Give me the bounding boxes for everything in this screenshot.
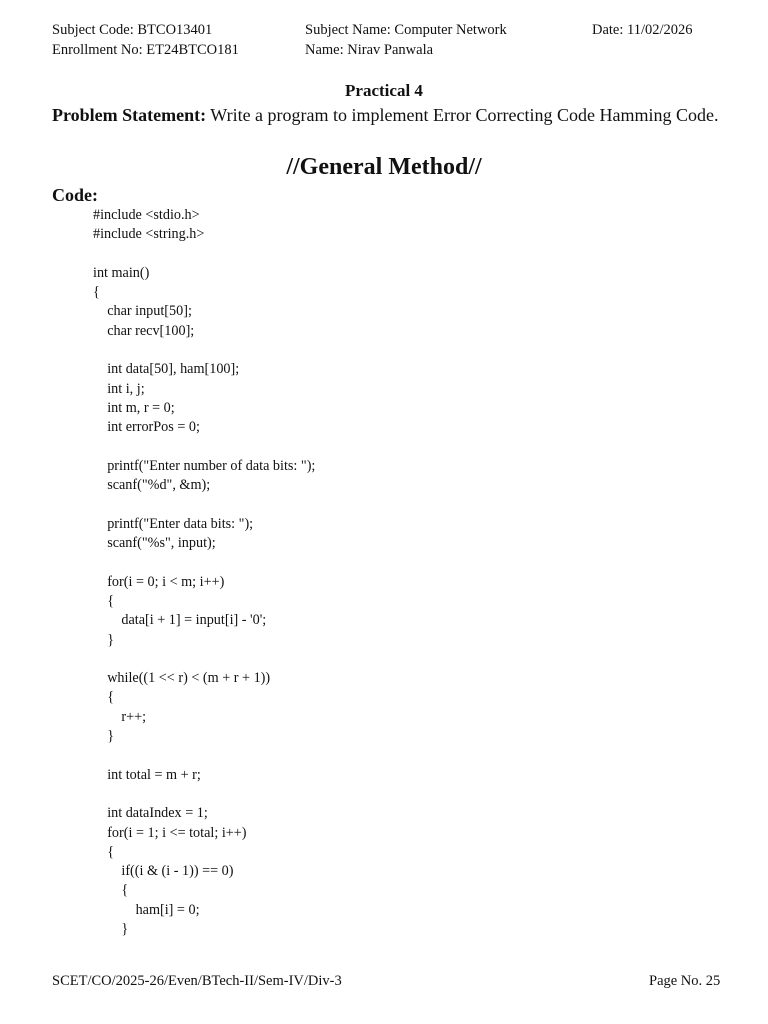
enrollment-number: Enrollment No: ET24BTCO181 <box>52 42 239 58</box>
code-line: { <box>93 882 129 899</box>
practical-title: Practical 4 <box>345 81 423 100</box>
code-line: printf("Enter number of data bits: "); <box>93 457 316 474</box>
code-line <box>93 553 315 572</box>
subject-code: Subject Code: BTCO13401 <box>52 22 213 38</box>
code-line: } <box>93 631 114 648</box>
code-line: } <box>93 920 129 937</box>
method-title: //General Method// <box>286 154 482 180</box>
code-line: for(i = 0; i < m; i++) <box>93 573 225 590</box>
problem-statement-label: Problem Statement: <box>52 105 207 125</box>
code-line: } <box>93 728 114 745</box>
code-line: scanf("%s", input); <box>93 535 216 552</box>
code-line: if((i & (i - 1)) == 0) <box>93 863 234 880</box>
subject-name: Subject Name: Computer Network <box>305 22 507 38</box>
code-line: scanf("%d", &m); <box>93 477 211 494</box>
code-line: { <box>93 592 114 609</box>
footer-course-info: SCET/CO/2025-26/Even/BTech-II/Sem-IV/Div-3 <box>52 973 342 989</box>
code-line: r++; <box>93 708 147 725</box>
code-line: { <box>93 843 114 860</box>
page-number: Page No. 25 <box>649 973 721 989</box>
problem-statement <box>52 103 724 127</box>
date: Date: 11/02/2026 <box>592 22 693 38</box>
code-line: #include <string.h> <box>93 226 205 243</box>
code-line: { <box>93 689 114 706</box>
code-line: while((1 << r) < (m + r + 1)) <box>93 670 271 687</box>
code-line: data[i + 1] = input[i] - '0'; <box>93 612 267 629</box>
code-label: Code: <box>52 185 98 205</box>
code-line <box>93 245 315 264</box>
code-line: printf("Enter data bits: "); <box>93 515 254 532</box>
code-line <box>93 495 315 514</box>
code-line: ham[i] = 0; <box>93 901 200 918</box>
code-line <box>93 785 315 804</box>
code-block <box>93 206 315 939</box>
code-line: int errorPos = 0; <box>93 419 200 436</box>
code-line: char recv[100]; <box>93 322 195 339</box>
code-line: int total = m + r; <box>93 766 201 783</box>
code-line <box>93 650 315 669</box>
code-line <box>93 746 315 765</box>
code-line: int m, r = 0; <box>93 399 175 416</box>
code-line: for(i = 1; i <= total; i++) <box>93 824 247 841</box>
code-line <box>93 438 315 457</box>
code-line: { <box>93 284 100 301</box>
code-line: #include <stdio.h> <box>93 207 200 223</box>
student-name: Name: Nirav Panwala <box>305 42 434 58</box>
code-line: char input[50]; <box>93 303 192 320</box>
code-line: int main() <box>93 264 150 281</box>
code-line: int data[50], ham[100]; <box>93 361 240 378</box>
code-line: int dataIndex = 1; <box>93 805 208 822</box>
code-line: int i, j; <box>93 380 145 397</box>
code-line <box>93 341 315 360</box>
problem-statement-text: Write a program to implement Error Correcting Code Hamming Code. <box>206 105 719 125</box>
